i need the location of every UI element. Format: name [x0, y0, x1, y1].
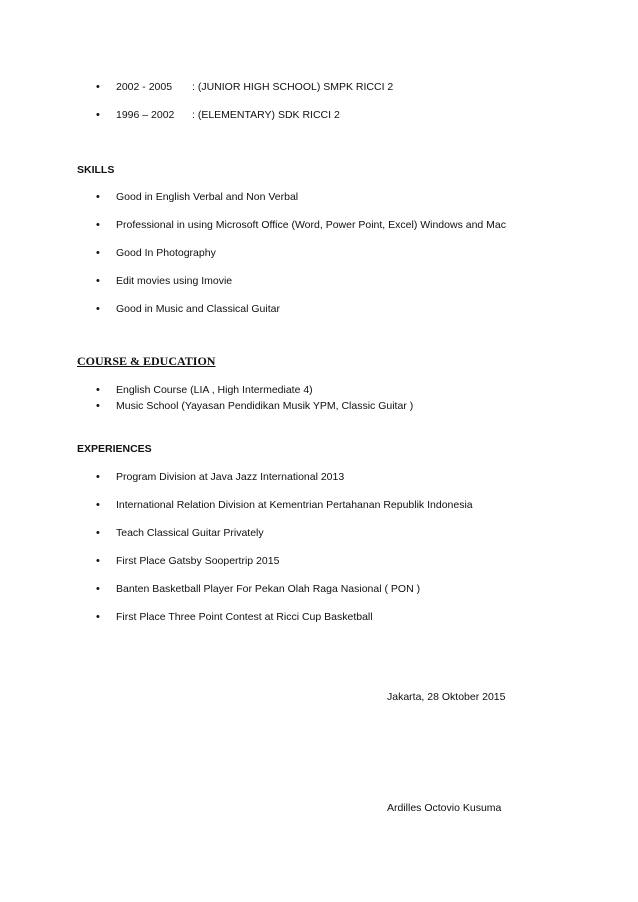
bullet-icon: • [96, 109, 100, 121]
bullet-icon: • [96, 219, 100, 231]
courses-heading: COURSE & EDUCATION [77, 354, 216, 368]
education-years: 1996 – 2002 [116, 109, 175, 121]
skill-text: Good in English Verbal and Non Verbal [116, 191, 299, 203]
course-text: English Course (LIA , High Intermediate 4) [116, 384, 313, 396]
place-date-text: Jakarta, 28 Oktober 2015 [387, 691, 506, 703]
skill-text: Good In Photography [116, 247, 216, 259]
experience-text: Banten Basketball Player For Pekan Olah Raga Nasional ( PON ) [116, 583, 421, 595]
skill-text: Edit movies using Imovie [116, 275, 233, 287]
skill-text: Good in Music and Classical Guitar [116, 303, 280, 315]
bullet-icon: • [96, 191, 100, 203]
bullet-icon: • [96, 583, 100, 595]
bullet-icon: • [96, 384, 100, 396]
bullet-icon: • [96, 81, 100, 93]
course-text: Music School (Yayasan Pendidikan Musik YPM, Classic Guitar ) [116, 400, 414, 412]
signatory-name: Ardilles Octovio Kusuma [387, 802, 502, 814]
bullet-icon: • [96, 303, 100, 315]
experience-text: International Relation Division at Kementrian Pertahanan Republik Indonesia [116, 499, 473, 511]
experiences-heading: EXPERIENCES [77, 443, 152, 455]
experience-text: Teach Classical Guitar Privately [116, 527, 264, 539]
bullet-icon: • [96, 400, 100, 412]
bullet-icon: • [96, 555, 100, 567]
experience-text: Program Division at Java Jazz International 2013 [116, 471, 345, 483]
experience-text: First Place Three Point Contest at Ricci Cup Basketball [116, 611, 373, 623]
bullet-icon: • [96, 611, 100, 623]
bullet-icon: • [96, 247, 100, 259]
experience-text: First Place Gatsby Soopertrip 2015 [116, 555, 280, 567]
bullet-icon: • [96, 527, 100, 539]
education-school: : (JUNIOR HIGH SCHOOL) SMPK RICCI 2 [192, 81, 394, 93]
bullet-icon: • [96, 471, 100, 483]
education-years: 2002 - 2005 [116, 81, 173, 93]
education-school: : (ELEMENTARY) SDK RICCI 2 [192, 109, 340, 121]
skills-heading: SKILLS [77, 164, 115, 176]
skill-text: Professional in using Microsoft Office (Word, Power Point, Excel) Windows and Mac [116, 219, 507, 231]
bullet-icon: • [96, 275, 100, 287]
bullet-icon: • [96, 499, 100, 511]
